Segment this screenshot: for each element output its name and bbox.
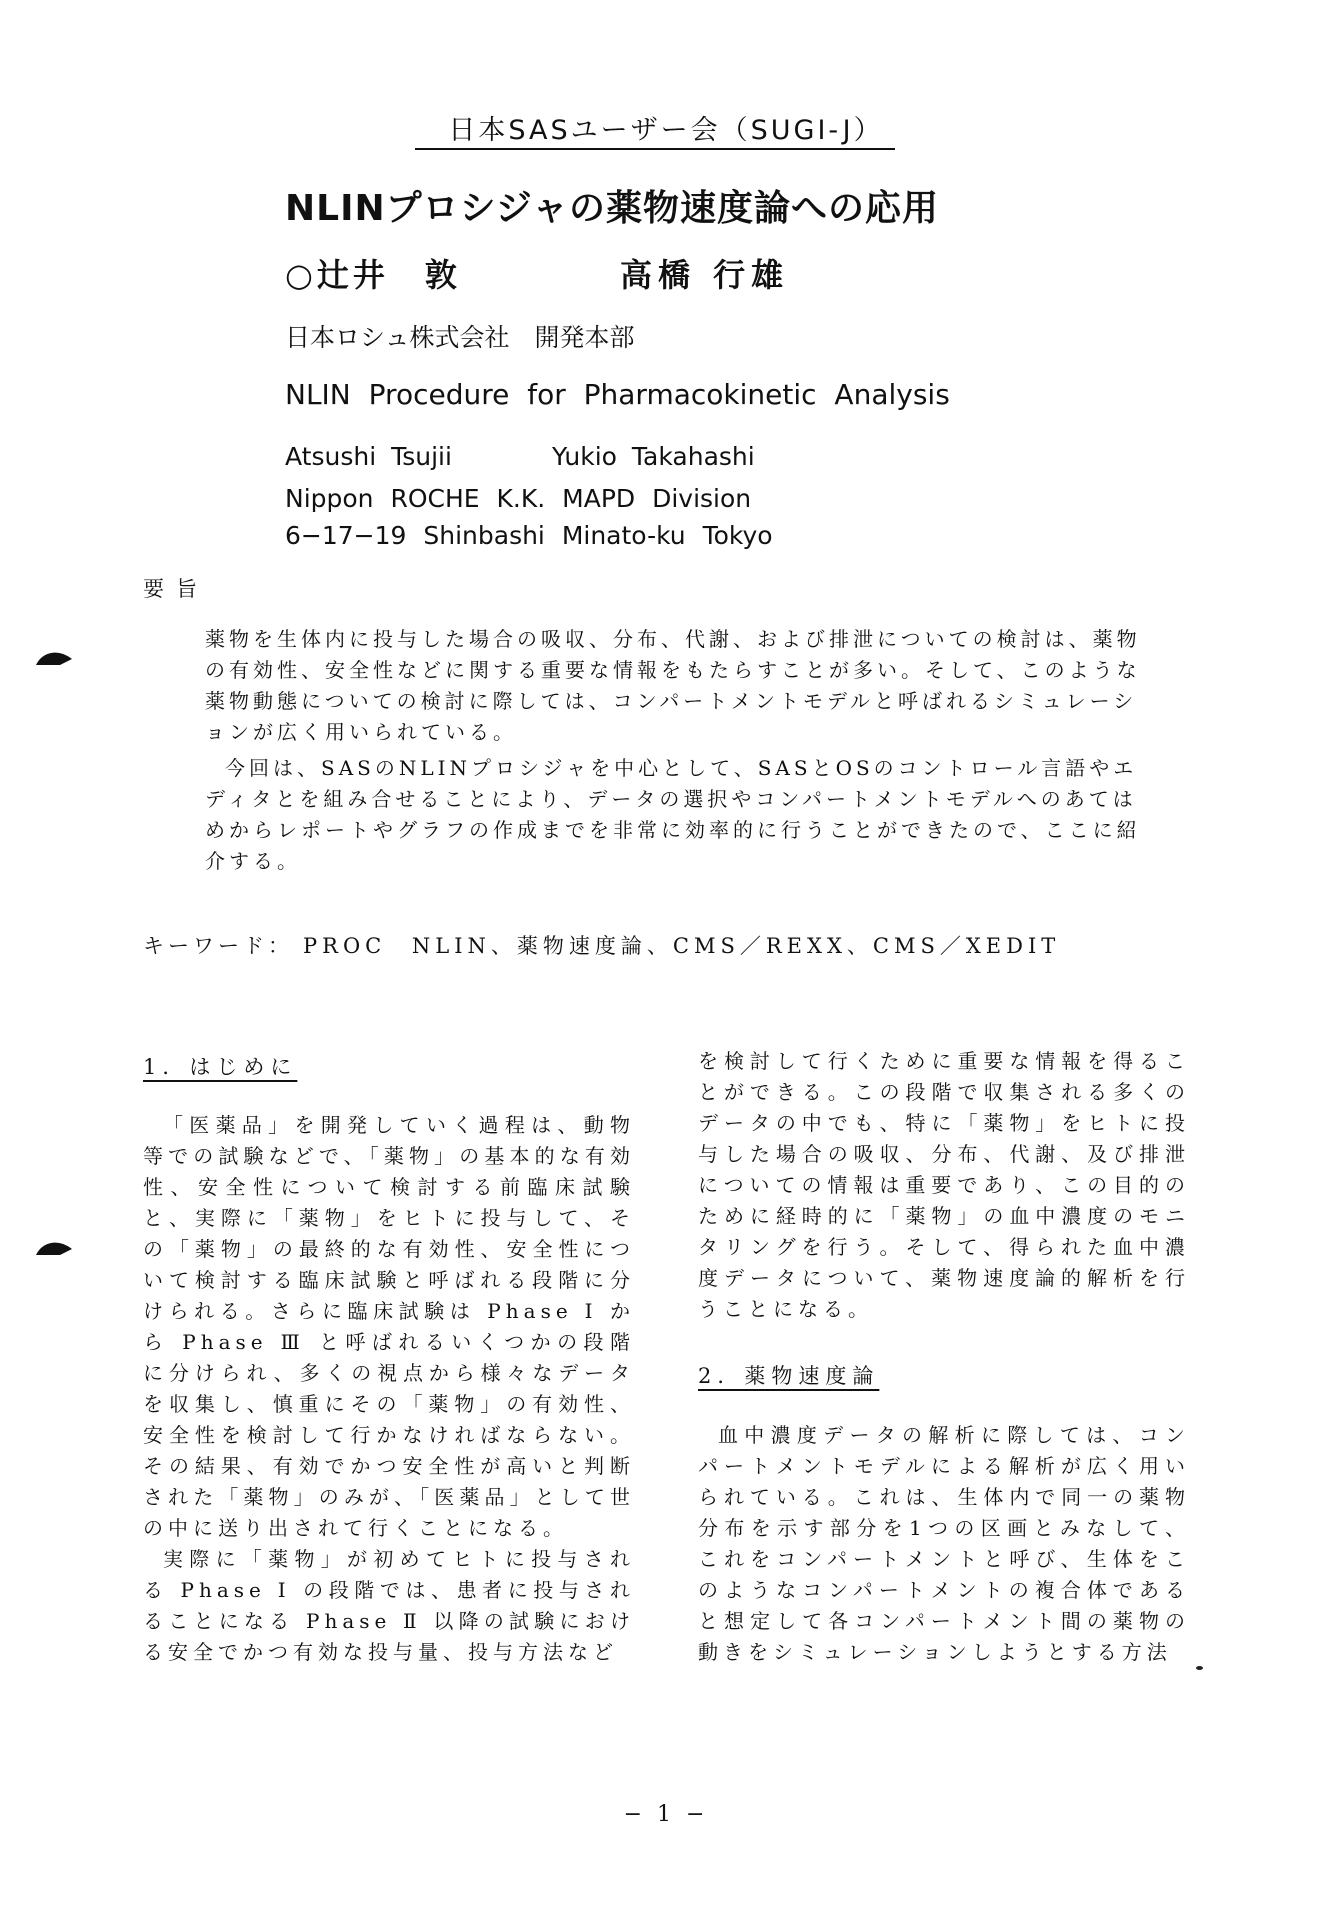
title-japanese: NLINプロシジャの薬物速度論への応用 xyxy=(285,188,939,229)
society-underline xyxy=(415,148,895,150)
abstract-paragraph-2: 今回は、SASのNLINプロシジャを中心として、SASとOSのコントロール言語やエディタとを組み合せることにより、データの選択やコンパートメントモデルへのあてはめからレポートやグラフの作成までを非常に効率的に行うことができたので、ここに紹介する。 xyxy=(205,756,1141,873)
affiliation-english: Nippon ROCHE K.K. MAPD Division xyxy=(285,484,752,513)
keywords-label: キーワード： xyxy=(143,934,293,958)
abstract-heading: 要旨 xyxy=(143,577,209,601)
section-heading-introduction: 1．はじめに xyxy=(143,1055,298,1079)
title-english: NLIN Procedure for Pharmacokinetic Analysis xyxy=(285,378,950,411)
pharmacokinetics-paragraph-1: 血中濃度データの解析に際しては、コンパートメントモデルによる解析が広く用いられている。これは、生体内で同一の薬物分布を示す部分を1つの区画とみなして、これをコンパートメントと呼び、生体をこのようなコンパートメントの複合体であると想定して各コンパートメント間の薬物の動きをシミュレーションしようとする方法 xyxy=(698,1423,1190,1664)
scan-mark xyxy=(36,648,72,666)
address-english: 6−17−19 Shinbashi Minato-ku Tokyo xyxy=(285,521,773,550)
keywords-values: PROC NLIN、薬物速度論、CMS／REXX、CMS／XEDIT xyxy=(303,934,1061,958)
keywords-line xyxy=(143,930,1060,960)
scan-speck xyxy=(1196,1666,1203,1670)
society-name: 日本SASユーザー会（SUGI-J） xyxy=(448,115,884,146)
scan-mark xyxy=(36,1238,72,1256)
section-heading-pharmacokinetics: 2．薬物速度論 xyxy=(698,1364,880,1388)
page-number: − 1 − xyxy=(623,1802,709,1827)
author-tsujii-en: Atsushi Tsujii xyxy=(285,442,452,471)
affiliation-japanese: 日本ロシュ株式会社 開発本部 xyxy=(285,323,635,352)
abstract-paragraph-1: 薬物を生体内に投与した場合の吸収、分布、代謝、および排泄についての検討は、薬物の有効性、安全性などに関する重要な情報をもたらすことが多い。そして、このような薬物動態についての検討に際しては、コンパートメントモデルと呼ばれるシミュレーションが広く用いられている。 xyxy=(205,627,1141,744)
introduction-paragraph-3: を検討して行くために重要な情報を得ることができる。この段階で収集される多くのデータの中でも、特に「薬物」をヒトに投与した場合の吸収、分布、代謝、及び排泄についての情報は重要であり、この目的のために経時的に「薬物」の血中濃度のモニタリングを行う。そして、得られた血中濃度データについて、薬物速度論的解析を行うことになる。 xyxy=(698,1049,1190,1321)
introduction-paragraph-1: 「医薬品」を開発していく過程は、動物等での試験などで、「薬物」の基本的な有効性、安全性について検討する前臨床試験と、実際に「薬物」をヒトに投与して、その「薬物」の最終的な有効性、安全性について検討する臨床試験と呼ばれる段階に分けられる。さらに臨床試験は Phase Ⅰ から Phase Ⅲ と呼ばれるいくつかの段階に分けられ、多くの視点から様々なデータを収集し、慎重にその「薬物」の有効性、安全性を検討して行かなければならない。その結果、有効でかつ安全性が高いと判断された「薬物」のみが、「医薬品」として世の中に送り出されて行くことになる。 xyxy=(143,1113,635,1540)
author-takahashi-en: Yukio Takahashi xyxy=(552,442,755,471)
author-tsujii-ja: ○辻井 敦 xyxy=(285,256,461,294)
introduction-paragraph-2: 実際に「薬物」が初めてヒトに投与される Phase Ⅰ の段階では、患者に投与されることになる Phase Ⅱ 以降の試験における安全でかつ有効な投与量、投与方法など xyxy=(143,1547,635,1664)
author-takahashi-ja: 高橋 行雄 xyxy=(620,256,790,294)
